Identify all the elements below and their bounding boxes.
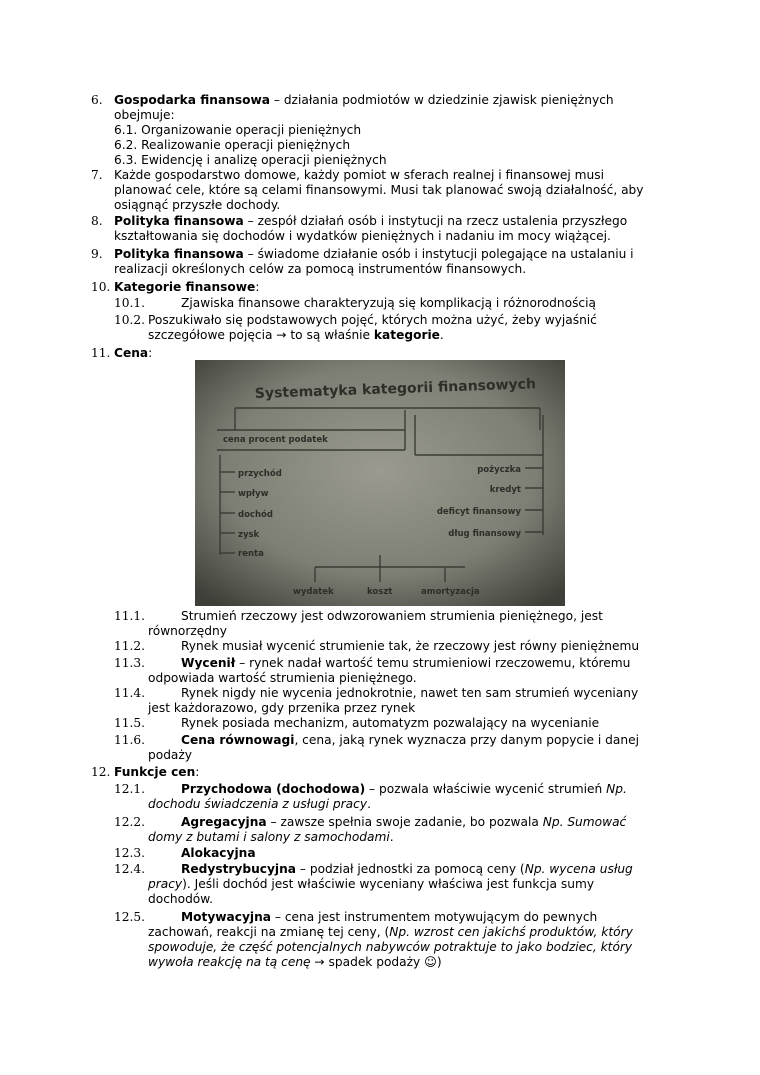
sub-item-number: 11.5.	[114, 716, 146, 730]
list-item-8-line1: Polityka finansowa – zespół działań osób i instytucji na rzecz ustalenia przyszłego	[114, 214, 628, 228]
list-item-7-line1: Każde gospodarstwo domowe, każdy pomiot w sferach realnej i finansowej musi	[114, 168, 605, 182]
slide-right-item: pożyczka	[477, 465, 521, 475]
sub-item-12-5-line1: Motywacyjna – cena jest instrumentem motywującym do pewnych	[181, 910, 598, 924]
list-item-11-heading: Cena:	[114, 346, 153, 360]
sub-item-12-5-line4: wywoła reakcję na tą cenę → spadek podaży ☺)	[148, 955, 442, 969]
sub-item-12-4-line1: Redystrybucyjna – podział jednostki za pomocą ceny (Np. wycena usług	[181, 862, 633, 876]
sub-item-11-1-line2: równorzędny	[148, 624, 227, 638]
item-number: 8.	[91, 214, 103, 228]
sub-item-number: 12.1.	[114, 782, 146, 796]
term: Cena	[114, 346, 149, 360]
term: Funkcje cen	[114, 765, 196, 779]
slide-photo	[195, 360, 565, 606]
slide-top-left: cena procent podatek	[223, 435, 328, 445]
sub-item-number: 11.6.	[114, 733, 146, 747]
sub-item-11-6-line2: podaży	[148, 748, 193, 762]
sub-item-number: 12.5.	[114, 910, 146, 924]
sub-item-11-4-line2: jest każdorazowo, gdy przenika przez rynek	[148, 701, 416, 715]
sub-item-number: 11.4.	[114, 686, 146, 700]
sub-item-number: 12.4.	[114, 862, 146, 876]
sub-item-11-1-line1: Strumień rzeczowy jest odwzorowaniem strumienia pieniężnego, jest	[181, 609, 603, 623]
slide-left-item: zysk	[238, 530, 260, 540]
sub-item-12-4-line3: dochodów.	[148, 892, 213, 906]
sub-item-number: 12.3.	[114, 846, 146, 860]
sub-item-number: 10.1.	[114, 296, 146, 310]
sub-item-12-2-line1: Agregacyjna – zawsze spełnia swoje zadanie, bo pozwala Np. Sumować	[181, 815, 627, 829]
sub-item-12-3: Alokacyjna	[181, 846, 256, 860]
list-item-6-line2: obejmuje:	[114, 108, 175, 122]
sub-item-number: 11.2.	[114, 639, 146, 653]
sub-item-6-2: 6.2. Realizowanie operacji pieniężnych	[114, 138, 351, 152]
sub-item-12-5-line2: zachowań, reakcji na zmianę tej ceny, (Np. wzrost cen jakichś produktów, który	[148, 925, 633, 939]
list-item-8-line2: kształtowania się dochodów i wydatków pieniężnych i nadaniu im mocy wiążącej.	[114, 229, 611, 243]
sub-item-11-4-line1: Rynek nigdy nie wycenia jednokrotnie, nawet ten sam strumień wyceniany	[181, 686, 639, 700]
sub-item-11-6-line1: Cena równowagi, cena, jaką rynek wyznacza przy danym popycie i danej	[181, 733, 639, 747]
sub-item-number: 11.3.	[114, 656, 146, 670]
item-number: 12.	[91, 765, 111, 779]
item-number: 10.	[91, 280, 111, 294]
slide-bottom-item: amortyzacja	[421, 587, 480, 597]
slide-right-item: dług finansowy	[448, 529, 521, 539]
item-number: 9.	[91, 247, 103, 261]
slide-left-item: renta	[238, 549, 264, 559]
slide-left-item: wpływ	[238, 489, 269, 499]
term: Polityka finansowa	[114, 214, 244, 228]
item-number: 11.	[91, 346, 111, 360]
sub-item-6-3: 6.3. Ewidencję i analizę operacji pieniężnych	[114, 153, 387, 167]
list-item-12-heading: Funkcje cen:	[114, 765, 200, 779]
item-number: 7.	[91, 168, 103, 182]
sub-item-10-2-line2: szczegółowe pojęcia → to są właśnie kategorie.	[148, 328, 444, 342]
sub-item-12-1-line1: Przychodowa (dochodowa) – pozwala właściwie wycenić strumień Np.	[181, 782, 627, 796]
sub-item-12-2-line2: domy z butami i salony z samochodami.	[148, 830, 394, 844]
slide-bottom-item: koszt	[367, 587, 393, 597]
slide-title: Systematyka kategorii finansowych	[254, 376, 537, 402]
sub-item-10-2-line1: Poszukiwało się podstawowych pojęć, których można użyć, żeby wyjaśnić	[148, 313, 597, 327]
term: Polityka finansowa	[114, 247, 244, 261]
list-item-9-line2: realizacji określonych celów za pomocą instrumentów finansowych.	[114, 262, 527, 276]
list-item-7-line2: planować cele, które są celami finansowymi. Musi tak planować swoją działalność, aby	[114, 183, 644, 197]
list-item-9-line1: Polityka finansowa – świadome działanie osób i instytucji polegające na ustalaniu i	[114, 247, 634, 261]
slide-right-item: deficyt finansowy	[436, 507, 521, 517]
sub-item-12-5-line3: spowoduje, że część potencjalnych nabywców potraktuje to jako bodziec, który	[148, 940, 633, 954]
sub-item-6-1: 6.1. Organizowanie operacji pieniężnych	[114, 123, 362, 137]
sub-item-11-2: Rynek musiał wycenić strumienie tak, że rzeczowy jest równy pieniężnemu	[181, 639, 640, 653]
term: Kategorie finansowe	[114, 280, 256, 294]
slide-bottom-item: wydatek	[293, 587, 334, 597]
sub-item-number: 12.2.	[114, 815, 146, 829]
sub-item-11-5: Rynek posiada mechanizm, automatyzm pozwalający na wycenianie	[181, 716, 600, 730]
slide-left-item: dochód	[238, 510, 273, 520]
list-item-10-heading: Kategorie finansowe:	[114, 280, 260, 294]
list-item-6-line1: Gospodarka finansowa – działania podmiotów w dziedzinie zjawisk pieniężnych	[114, 93, 614, 107]
slide-right-item: kredyt	[489, 485, 521, 495]
sub-item-12-4-line2: pracy). Jeśli dochód jest właściwie wyceniany właściwa jest funkcja sumy	[148, 877, 595, 891]
sub-item-11-3-line2: odpowiada wartość strumienia pieniężnego.	[148, 671, 417, 685]
list-item-7-line3: osiągnąć przyszłe dochody.	[114, 198, 281, 212]
sub-item-10-1: Zjawiska finansowe charakteryzują się komplikacją i różnorodnością	[181, 296, 596, 310]
sub-item-12-1-line2: dochodu świadczenia z usługi pracy.	[148, 797, 371, 811]
slide-left-item: przychód	[238, 469, 282, 479]
sub-item-11-3-line1: Wycenił – rynek nadał wartość temu strumieniowi rzeczowemu, któremu	[181, 656, 631, 670]
item-number: 6.	[91, 93, 103, 107]
term: Gospodarka finansowa	[114, 93, 270, 107]
sub-item-number: 10.2.	[114, 313, 146, 327]
sub-item-number: 11.1.	[114, 609, 146, 623]
